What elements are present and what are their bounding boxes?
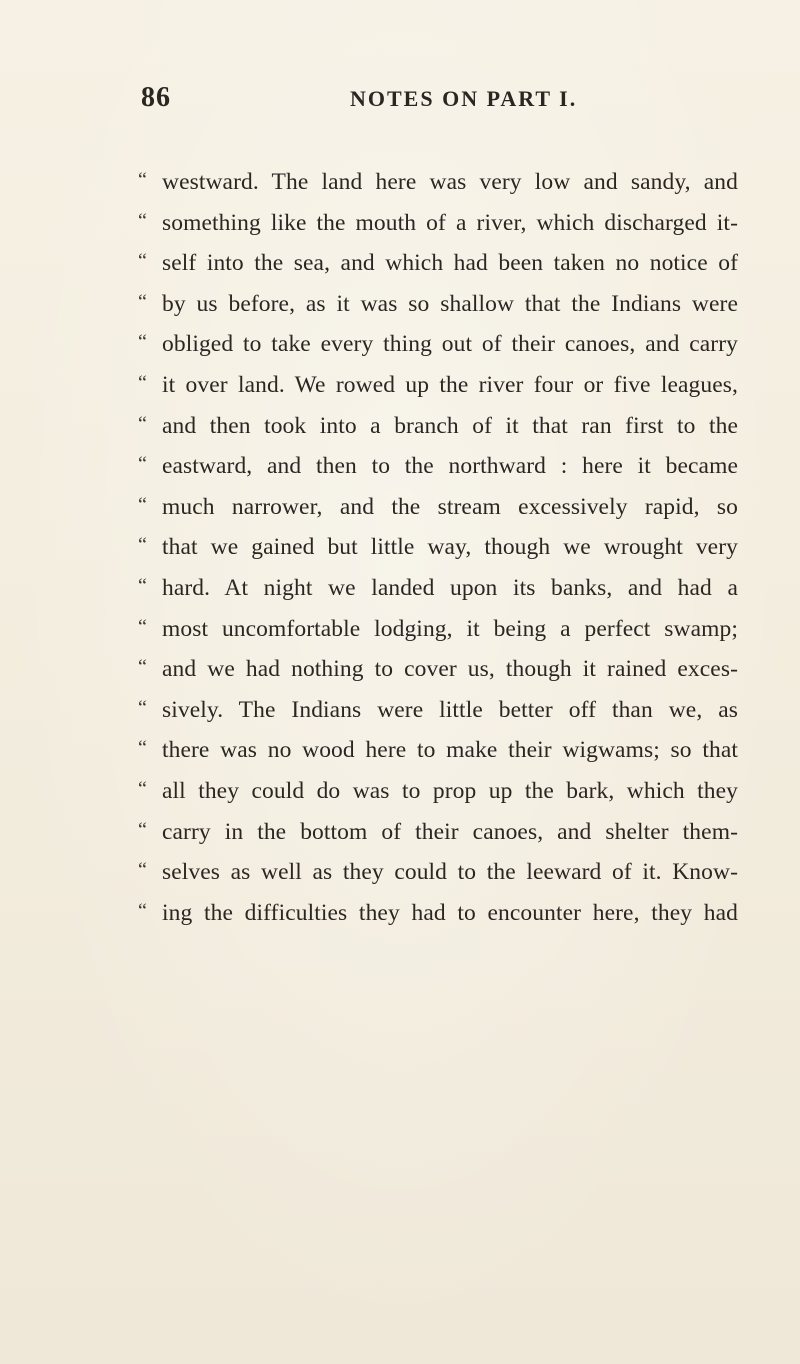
line-text: and we had nothing to cover us, though it rained exces- (162, 656, 738, 683)
quote-mark: “ (138, 331, 147, 354)
line-text: eastward, and then to the northward : here it became (162, 453, 738, 480)
quote-mark: “ (138, 250, 147, 273)
line-text: ing the difficulties they had to encounter here, they had (162, 899, 738, 926)
quote-mark: “ (138, 371, 147, 394)
quote-mark: “ (138, 696, 147, 719)
line-text: all they could do was to prop up the bark, which they (162, 777, 738, 804)
line-text: and then took into a branch of it that ran first to the (162, 412, 738, 439)
line-text: westward. The land here was very low and sandy, and (162, 169, 738, 195)
quote-mark: “ (138, 169, 147, 191)
page-number: 86 (141, 82, 171, 113)
text-line (138, 736, 738, 777)
body-text (138, 168, 738, 939)
line-text: obliged to take every thing out of their canoes, and carry (162, 331, 738, 358)
text-line (138, 168, 738, 209)
quote-mark: “ (138, 209, 147, 232)
line-text: by us before, as it was so shallow that the Indians were (162, 290, 738, 317)
line-text: carry in the bottom of their canoes, and shelter them- (162, 818, 738, 845)
text-line (138, 615, 738, 656)
line-text: that we gained but little way, though we wrought very (162, 534, 738, 561)
quote-mark: “ (138, 899, 147, 922)
text-line (138, 493, 738, 534)
quote-mark: “ (138, 615, 147, 638)
text-line (138, 899, 738, 940)
text-line (138, 533, 738, 574)
text-line (138, 209, 738, 250)
text-line (138, 412, 738, 453)
text-line (138, 574, 738, 615)
quote-mark: “ (138, 493, 147, 516)
text-line (138, 777, 738, 818)
quote-mark: “ (138, 412, 147, 435)
quote-mark: “ (138, 859, 147, 882)
text-line (138, 452, 738, 493)
quote-mark: “ (138, 290, 147, 313)
text-line (138, 249, 738, 290)
line-text: self into the sea, and which had been taken no notice of (162, 250, 738, 277)
line-text: it over land. We rowed up the river four or five leagues, (162, 371, 738, 398)
quote-mark: “ (138, 777, 147, 800)
quote-mark: “ (138, 574, 147, 597)
text-line (138, 290, 738, 331)
quote-mark: “ (138, 818, 147, 841)
text-line (138, 371, 738, 412)
text-line (138, 655, 738, 696)
running-title: NOTES ON PART I. (350, 86, 578, 111)
quote-mark: “ (138, 453, 147, 476)
line-text: sively. The Indians were little better off than we, as (162, 696, 738, 723)
line-text: selves as well as they could to the leeward of it. Know- (162, 859, 738, 886)
text-line (138, 696, 738, 737)
text-line (138, 818, 738, 859)
text-line (138, 330, 738, 371)
line-text: hard. At night we landed upon its banks, and had a (162, 574, 738, 601)
line-text: there was no wood here to make their wigwams; so that (162, 737, 738, 764)
line-text: most uncomfortable lodging, it being a perfect swamp; (162, 615, 738, 642)
line-text: something like the mouth of a river, which discharged it- (162, 209, 738, 236)
quote-mark: “ (138, 534, 147, 557)
quote-mark: “ (138, 656, 147, 679)
running-head (0, 82, 800, 122)
line-text: much narrower, and the stream excessively rapid, so (162, 493, 738, 520)
text-line (138, 858, 738, 899)
quote-mark: “ (138, 737, 147, 760)
